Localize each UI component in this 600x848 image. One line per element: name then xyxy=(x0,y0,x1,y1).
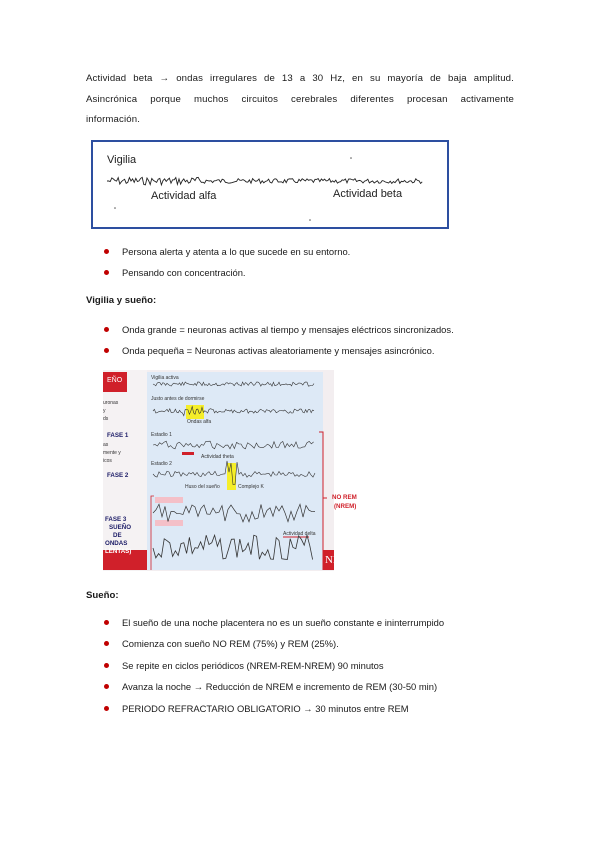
fase3-label-1: FASE 3 xyxy=(105,516,127,523)
fase1-label: FASE 1 xyxy=(107,432,129,439)
bullet-icon xyxy=(104,706,109,711)
bullet-icon xyxy=(104,620,109,625)
bullet-icon xyxy=(104,270,109,275)
beta-activity-label: Actividad beta xyxy=(333,188,403,200)
bullet-icon xyxy=(104,641,109,646)
nrem-label: (NREM) xyxy=(334,503,357,510)
bullet-icon xyxy=(104,684,109,689)
intro-line-1: Actividad beta → ondas irregulares de 13 a 30 Hz, en su mayoría de baja amplitud. xyxy=(86,73,514,84)
sleep-eeg-traces xyxy=(103,370,334,571)
corner-banner-text: EÑO xyxy=(107,377,123,384)
intro-paragraph xyxy=(86,69,514,131)
fase2-label: FASE 2 xyxy=(107,472,129,479)
alpha-activity-label: Actividad alfa xyxy=(151,190,217,202)
list-item: Onda pequeña = Neuronas activas aleatoriamente y mensajes asincrónico. xyxy=(104,345,454,366)
bullet-list-2 xyxy=(104,324,454,367)
bullet-icon xyxy=(104,327,109,332)
bullet-icon xyxy=(104,249,109,254)
heading-vigilia-sueno: Vigilia y sueño: xyxy=(86,295,157,306)
corner-logo: NE xyxy=(325,554,340,566)
list-item: Onda grande = neuronas activas al tiempo y mensajes eléctricos sincronizados. xyxy=(104,324,454,345)
intro-line-2: Asincrónica porque muchos circuitos cerebrales diferentes procesan activamente xyxy=(86,93,514,105)
sleep-stages-figure: EÑO NE uronas y ds FASE 1 as mente y icos FASE 2 FASE 3 SUEÑO DE ONDAS LENTAS) Vigilia activa Justo antes de dormirse Ondas alfa Estadio 1 Actividad theta Estadio 2 Huso del sueño Complejo K Actividad delta NO REM (NREM) xyxy=(103,370,334,571)
list-item: Persona alerta y atenta a lo que sucede en su entorno. xyxy=(104,246,350,267)
figure-title: Vigilia xyxy=(107,154,137,166)
intro-line-3: información. xyxy=(86,114,141,125)
list-item: Comienza con sueño NO REM (75%) y REM (25%). xyxy=(104,638,444,659)
heading-sueno: Sueño: xyxy=(86,590,119,601)
list-item: Se repite en ciclos periódicos (NREM-REM-NREM) 90 minutos xyxy=(104,660,444,681)
bullet-icon xyxy=(104,663,109,668)
eeg-trace xyxy=(93,142,447,227)
eeg-wakefulness-figure xyxy=(91,140,449,229)
list-item: Avanza la noche → Reducción de NREM e incremento de REM (30-50 min) xyxy=(104,681,444,702)
list-item: PERIODO REFRACTARIO OBLIGATORIO → 30 minutos entre REM xyxy=(104,703,444,724)
bullet-icon xyxy=(104,348,109,353)
no-rem-label: NO REM xyxy=(332,494,357,501)
bullet-list-1 xyxy=(104,246,350,289)
bullet-list-3 xyxy=(104,617,444,724)
list-item: Pensando con concentración. xyxy=(104,267,350,288)
list-item: El sueño de una noche placentera no es un sueño constante e ininterrumpido xyxy=(104,617,444,638)
